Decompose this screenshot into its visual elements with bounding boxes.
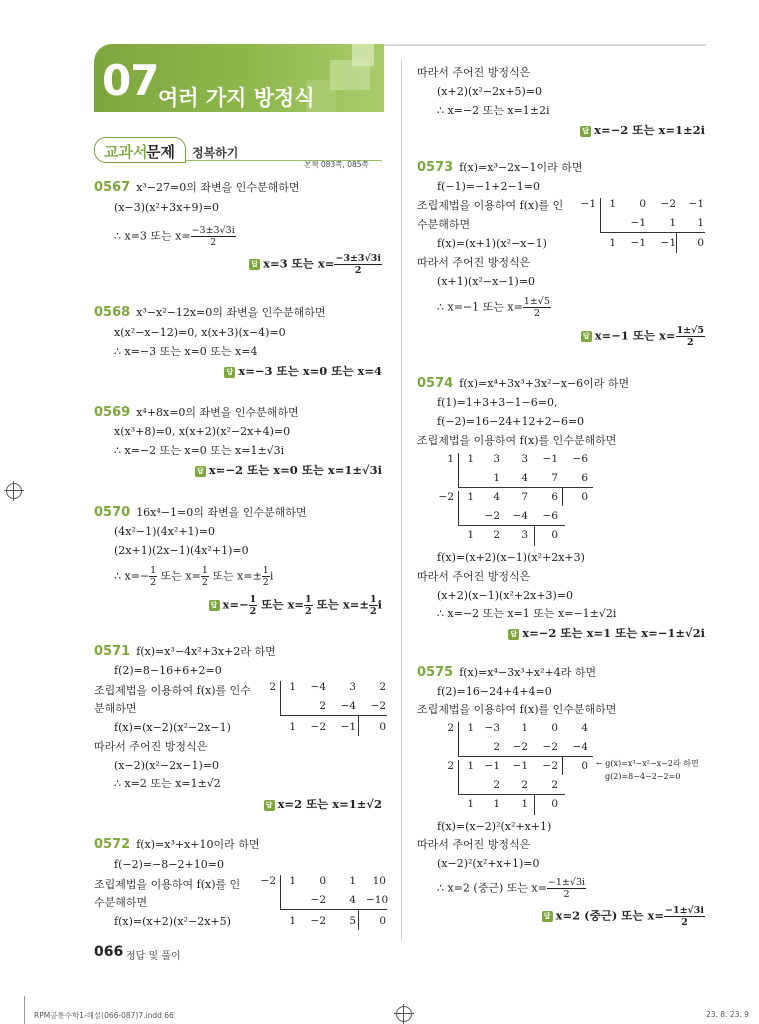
problem-0574-step: f(x)=(x+2)(x−1)(x²+2x+3) <box>437 551 585 564</box>
problem-0572-step: 수분해하면 <box>94 896 148 909</box>
synthetic-division-0573: −1 1 0 −2 −1 −1 1 1 1 −1 −1 0 <box>582 198 706 254</box>
problem-0575-statement: 0575 f(x)=x⁴−3x³+x²+4라 하면 <box>417 665 597 680</box>
problem-0574-step: f(−2)=16−24+12+2−6=0 <box>437 415 585 428</box>
synthetic-division-0572: −2 1 0 1 10 −2 4 −10 1 −2 5 0 <box>262 875 386 931</box>
section-subtitle: 정복하기 <box>192 146 239 160</box>
synthetic-division-0575: 2 2 1 −3 1 0 4 2 −2 −2 −4 1 −1 −1 −2 0 2 2 2 1 1 1 0 <box>438 722 608 818</box>
problem-0569-step: ∴ x=−2 또는 x=0 또는 x=1±√3i <box>114 444 285 457</box>
problem-0574-statement: 0574 f(x)=x⁴+3x³+3x²−x−6이라 하면 <box>417 376 630 391</box>
answer-badge-icon: 답 <box>195 466 206 477</box>
problem-number: 0568 <box>94 305 131 320</box>
problem-0575-note: g(2)=8−4−2−2=0 <box>605 772 681 781</box>
header-rule <box>384 44 706 46</box>
problem-0572-step: (x+2)(x²−2x+5)=0 <box>437 85 543 98</box>
fraction: $\frac{1\pm√5}{2}$ <box>523 296 550 319</box>
problem-0570-step: ∴ x=− $\frac{1}{2}$ 또는 x= $\frac{1}{2}$ 또는 x=± $\frac{1}{2}$ i <box>114 565 274 588</box>
problem-0575-note: ← g(x)=x³−x²−x−2라 하면 <box>596 759 699 768</box>
problem-0571-step: ∴ x=2 또는 x=1±√2 <box>114 777 221 790</box>
section-tag-label-b: 문제 <box>146 143 175 161</box>
problem-0573-statement: 0573 f(x)=x³−2x−1이라 하면 <box>417 160 583 175</box>
problem-0572-answer: 답 x=−2 또는 x=1±2i <box>580 122 705 138</box>
problem-0569-step: x(x³+8)=0, x(x+2)(x²−2x+4)=0 <box>114 425 291 438</box>
registration-mark-icon <box>396 1006 412 1022</box>
problem-0567-step: (x−3)(x²+3x+9)=0 <box>114 201 220 214</box>
problem-0575-step: f(x)=(x−2)²(x²+x+1) <box>437 820 552 833</box>
page-label: 정답 및 풀이 <box>126 951 181 962</box>
fraction: $\frac{1}{2}$ <box>150 565 157 588</box>
chapter-number: 07 <box>102 56 159 105</box>
problem-number: 0572 <box>94 837 131 852</box>
answer-badge-icon: 답 <box>264 800 275 811</box>
fraction: $\frac{1}{2}$ <box>201 565 208 588</box>
problem-number: 0571 <box>94 644 131 659</box>
problem-0572-step: f(−2)=−8−2+10=0 <box>114 858 224 871</box>
page-reference: 본책 083쪽, 085쪽 <box>304 160 369 169</box>
problem-0575-step: 조립제법을 이용하여 f(x)를 인수분해하면 <box>417 703 617 716</box>
problem-0573-step: 따라서 주어진 방정식은 <box>417 256 531 269</box>
fraction: $\frac{1}{2}$ <box>262 565 269 588</box>
problem-0570-step: (2x+1)(2x−1)(4x²+1)=0 <box>114 544 249 557</box>
problem-number: 0575 <box>417 665 454 680</box>
fraction: $\frac{-1\pm√3i}{2}$ <box>665 905 704 928</box>
problem-0570-step: (4x²−1)(4x²+1)=0 <box>114 525 216 538</box>
fraction: $\frac{-3\pm 3√3i}{2}$ <box>191 225 235 248</box>
problem-0575-step: f(2)=16−24+4+4=0 <box>437 685 552 698</box>
problem-0573-answer: 답 x=−1 또는 x= $\frac{1\pm√5}{2}$ <box>581 325 705 348</box>
problem-0572-step: 조립제법을 이용하여 f(x)를 인 <box>94 878 241 891</box>
problem-0574-step: 조립제법을 이용하여 f(x)를 인수분해하면 <box>417 434 617 447</box>
problem-0573-step: 조립제법을 이용하여 f(x)를 인 <box>417 199 564 212</box>
print-slug-right: 23. 8. 23. 9 <box>706 1010 749 1019</box>
problem-0575-step: ∴ x=2 (중근) 또는 x= $\frac{-1\pm√3i}{2}$ <box>437 877 586 900</box>
registration-mark-icon <box>6 483 22 499</box>
problem-0572-statement: 0572 f(x)=x³+x+10이라 하면 <box>94 837 260 852</box>
problem-0573-step: ∴ x=−1 또는 x= $\frac{1\pm√5}{2}$ <box>437 296 550 319</box>
problem-0573-step: f(x)=(x+1)(x²−x−1) <box>437 237 547 250</box>
problem-0567-answer: 답 x=3 또는 x= $\frac{-3\pm 3√3i}{2}$ <box>249 253 382 276</box>
problem-0568-step: ∴ x=−3 또는 x=0 또는 x=4 <box>114 345 258 358</box>
problem-0568-step: x(x²−x−12)=0, x(x+3)(x−4)=0 <box>114 326 286 339</box>
problem-0571-step: (x−2)(x²−2x−1)=0 <box>114 759 220 772</box>
problem-0570-statement: 0570 16x⁴−1=0의 좌변을 인수분해하면 <box>94 505 307 520</box>
problem-number: 0569 <box>94 405 131 420</box>
problem-0571-step: f(x)=(x−2)(x²−2x−1) <box>114 721 231 734</box>
problem-0571-statement: 0571 f(x)=x³−4x²+3x+2라 하면 <box>94 644 276 659</box>
problem-0568-answer: 답 x=−3 또는 x=0 또는 x=4 <box>224 363 382 379</box>
fraction: $\frac{1}{2}$ <box>249 594 257 617</box>
problem-0573-step: (x+1)(x²−x−1)=0 <box>437 275 536 288</box>
crop-mark <box>24 996 25 1024</box>
answer-badge-icon: 답 <box>581 331 592 342</box>
print-slug-left: RPM공통수학1-해설(066-087)7.indd 66 <box>34 1011 174 1020</box>
problem-0571-step: f(2)=8−16+6+2=0 <box>114 664 222 677</box>
problem-0571-answer: 답 x=2 또는 x=1±√2 <box>264 796 382 812</box>
problem-0574-step: 따라서 주어진 방정식은 <box>417 570 531 583</box>
fraction: $\frac{-3\pm 3√3i}{2}$ <box>335 253 381 276</box>
answer-badge-icon: 답 <box>580 126 591 137</box>
synthetic-division-0574: 1 −2 1 3 3 −1 −6 1 4 7 6 1 4 7 6 0 −2 −4 −6 1 2 3 0 <box>438 453 608 549</box>
problem-0568-statement: 0568 x³−x²−12x=0의 좌변을 인수분해하면 <box>94 305 326 320</box>
problem-0567-step: ∴ x=3 또는 x= $\frac{-3\pm 3√3i}{2}$ <box>114 225 235 248</box>
problem-0575-answer: 답 x=2 (중근) 또는 x= $\frac{-1\pm√3i}{2}$ <box>542 905 705 928</box>
problem-0572-step: ∴ x=−2 또는 x=1±2i <box>437 104 550 117</box>
column-divider <box>401 60 402 940</box>
problem-0574-step: ∴ x=−2 또는 x=1 또는 x=−1±√2i <box>437 607 617 620</box>
problem-0569-statement: 0569 x⁴+8x=0의 좌변을 인수분해하면 <box>94 405 299 420</box>
problem-0567-statement: 0567 x³−27=0의 좌변을 인수분해하면 <box>94 180 300 195</box>
problem-0572-step: f(x)=(x+2)(x²−2x+5) <box>114 915 231 928</box>
problem-0573-step: 수분해하면 <box>417 218 471 231</box>
problem-0573-step: f(−1)=−1+2−1=0 <box>437 180 540 193</box>
problem-number: 0573 <box>417 160 454 175</box>
problem-number: 0570 <box>94 505 131 520</box>
fraction: $\frac{1\pm√5}{2}$ <box>676 325 704 348</box>
problem-0575-step: (x−2)²(x²+x+1)=0 <box>437 857 540 870</box>
answer-badge-icon: 답 <box>508 629 519 640</box>
answer-badge-icon: 답 <box>249 259 260 270</box>
answer-badge-icon: 답 <box>542 911 553 922</box>
answer-badge-icon: 답 <box>209 600 220 611</box>
problem-0570-answer: 답 x=− $\frac{1}{2}$ 또는 x= $\frac{1}{2}$ 또는 x=± $\frac{1}{2}$ i <box>209 594 382 617</box>
problem-0571-step: 따라서 주어진 방정식은 <box>94 740 208 753</box>
problem-0571-step: 분해하면 <box>94 702 137 715</box>
synthetic-division-0571: 2 1 −4 3 2 2 −4 −2 1 −2 −1 0 <box>262 681 386 737</box>
problem-0574-step: (x+2)(x−1)(x²+2x+3)=0 <box>437 589 574 602</box>
problem-0575-step: 따라서 주어진 방정식은 <box>417 838 531 851</box>
fraction: $\frac{1}{2}$ <box>305 594 312 617</box>
problem-0572-step: 따라서 주어진 방정식은 <box>417 66 531 79</box>
page-number: 066 <box>94 944 124 960</box>
chapter-title: 여러 가지 방정식 <box>158 86 315 110</box>
answer-badge-icon: 답 <box>224 367 235 378</box>
problem-0571-step: 조립제법을 이용하여 f(x)를 인수 <box>94 684 251 697</box>
problem-number: 0567 <box>94 180 131 195</box>
fraction: $\frac{-1\pm√3i}{2}$ <box>547 877 586 900</box>
problem-0574-step: f(1)=1+3+3−1−6=0, <box>437 396 558 409</box>
banner-decoration <box>352 44 374 66</box>
problem-number: 0574 <box>417 376 454 391</box>
section-tag-label-a: 교과서 <box>104 143 148 161</box>
problem-0569-answer: 답 x=−2 또는 x=0 또는 x=1±√3i <box>195 462 382 478</box>
fraction: $\frac{1}{2}$ <box>370 594 377 617</box>
problem-0574-answer: 답 x=−2 또는 x=1 또는 x=−1±√2i <box>508 625 705 641</box>
